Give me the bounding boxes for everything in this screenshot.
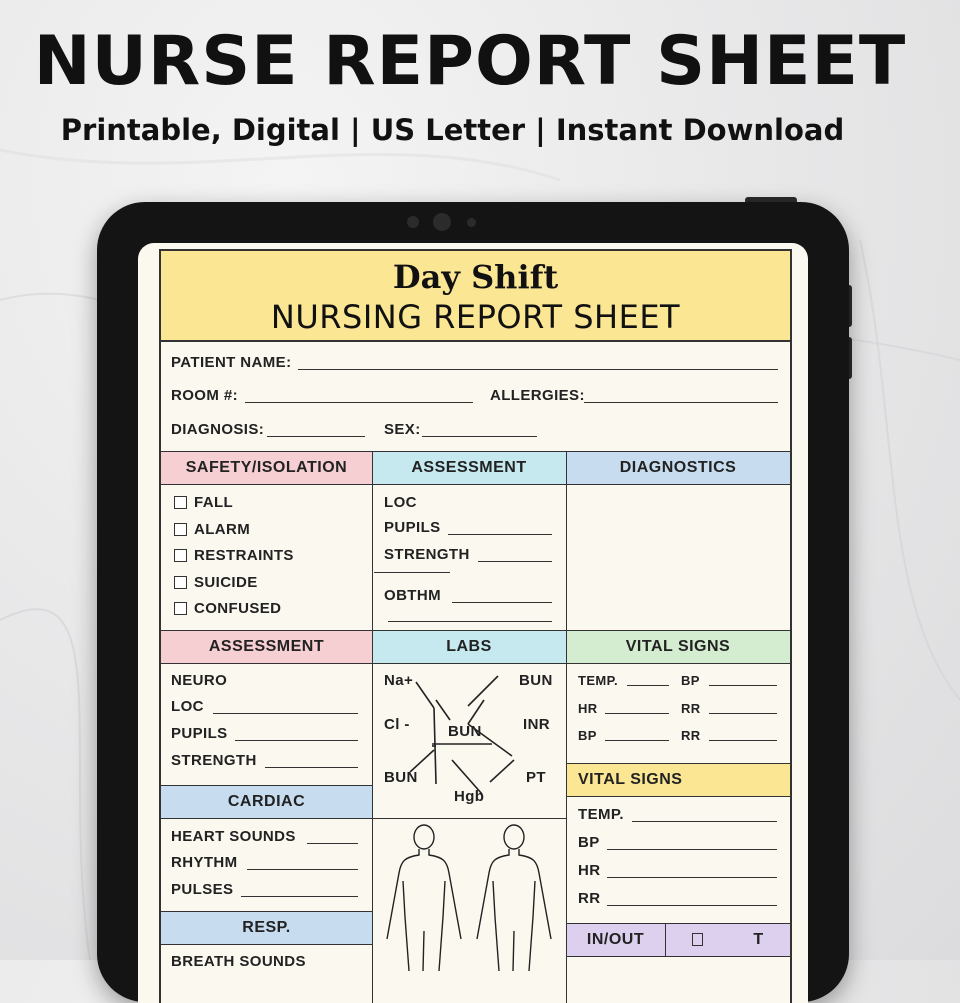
strength-line[interactable]: [265, 767, 358, 768]
vital-signs-header: VITAL SIGNS: [566, 630, 790, 664]
safety-item: FALL: [194, 494, 234, 511]
labs-fishbone-diagram: [372, 664, 566, 814]
assessment-top-item: LOC: [384, 494, 417, 511]
lab-bun-mid: BUN: [448, 723, 482, 740]
checkbox-icon[interactable]: [174, 496, 187, 509]
safety-item: ALARM: [194, 521, 251, 538]
assessment-item: LOC: [171, 698, 204, 715]
column-divider: [566, 630, 567, 1003]
cardiac-header: CARDIAC: [161, 785, 372, 819]
heart-sounds-line[interactable]: [307, 843, 358, 844]
vs2-bp-line[interactable]: [607, 849, 777, 850]
diagnostics-header: DIAGNOSTICS: [566, 451, 790, 485]
labs-header: LABS: [372, 630, 566, 664]
lab-bun-top: BUN: [519, 672, 553, 689]
resp-item: BREATH SOUNDS: [171, 953, 306, 970]
camera-icon: [433, 213, 451, 231]
vs2-rr-line[interactable]: [607, 905, 777, 906]
sheet-title-box: [161, 251, 790, 342]
patient-name-label: PATIENT NAME:: [171, 354, 292, 371]
room-label: ROOM #:: [171, 387, 238, 404]
strength-line[interactable]: [478, 561, 552, 562]
sheet-title-main: NURSING REPORT SHEET: [270, 298, 681, 336]
safety-item: CONFUSED: [194, 600, 282, 617]
obthm-line[interactable]: [452, 602, 552, 603]
vs1-hr-label: HR: [578, 701, 598, 716]
vs1-hr-line[interactable]: [605, 713, 669, 714]
inout-col2-header: [666, 923, 790, 957]
sheet-title-script: Day Shift: [392, 258, 559, 296]
assessment-header: ASSESSMENT: [161, 630, 372, 664]
sex-line[interactable]: [422, 436, 537, 437]
column-divider: [372, 451, 373, 631]
vital-signs-2-header: VITAL SIGNS: [566, 763, 790, 797]
resp-header: RESP.: [161, 911, 372, 945]
vs2-item: RR: [578, 890, 601, 907]
vs1-rr2-label: RR: [681, 728, 701, 743]
pupils-line[interactable]: [235, 740, 358, 741]
rhythm-line[interactable]: [247, 869, 358, 870]
camera-icon: [407, 216, 419, 228]
vs2-item: TEMP.: [578, 806, 624, 823]
labs-body-divider: [372, 818, 566, 819]
assessment-top-header: ASSESSMENT: [372, 451, 566, 485]
vs1-temp-label: TEMP.: [578, 673, 619, 688]
inout-header: IN/OUT: [566, 923, 666, 957]
cardiac-item: RHYTHM: [171, 854, 238, 871]
vs2-temp-line[interactable]: [632, 821, 777, 822]
waste-bin-icon: [692, 933, 703, 946]
checkbox-icon[interactable]: [174, 549, 187, 562]
diagnosis-line[interactable]: [267, 436, 365, 437]
lab-na: Na+: [384, 672, 414, 689]
inout-col2-label: T: [753, 931, 764, 948]
pupils-line[interactable]: [448, 534, 552, 535]
assessment-top-item: OBTHM: [384, 587, 441, 604]
vs1-bp2-label: BP: [578, 728, 597, 743]
report-sheet: [159, 249, 792, 1003]
allergies-line[interactable]: [584, 402, 778, 403]
lab-cl: Cl -: [384, 716, 410, 733]
assessment-top-item: PUPILS: [384, 519, 441, 536]
assessment-top-item: STRENGTH: [384, 546, 470, 563]
allergies-label: ALLERGIES:: [490, 387, 585, 404]
vs1-rr-line[interactable]: [709, 713, 777, 714]
vs1-temp-line[interactable]: [627, 685, 669, 686]
column-divider: [372, 630, 373, 1003]
safety-item: SUICIDE: [194, 574, 258, 591]
sex-label: SEX:: [384, 421, 421, 438]
lab-bun-bottom: BUN: [384, 769, 418, 786]
tablet-frame: [97, 202, 849, 1002]
column-divider: [566, 451, 567, 631]
vs1-bp2-line[interactable]: [605, 740, 669, 741]
safety-header: SAFETY/ISOLATION: [161, 451, 372, 485]
vs1-bp-label: BP: [681, 673, 700, 688]
assessment-item: PUPILS: [171, 725, 228, 742]
lab-hgb: Hgb: [454, 788, 485, 805]
checkbox-icon[interactable]: [174, 602, 187, 615]
assessment-divider-line: [374, 572, 450, 573]
page-subheadline: Printable, Digital | US Letter | Instant Download: [60, 113, 845, 147]
obthm-extra-line[interactable]: [388, 621, 552, 622]
assessment-item: STRENGTH: [171, 752, 257, 769]
cardiac-item: HEART SOUNDS: [171, 828, 296, 845]
diagnosis-label: DIAGNOSIS:: [171, 421, 265, 438]
row-divider: [566, 763, 790, 764]
page-headline: NURSE REPORT SHEET: [33, 22, 907, 101]
tablet-screen: [138, 243, 808, 1003]
assessment-item: NEURO: [171, 672, 228, 689]
vs2-hr-line[interactable]: [607, 877, 777, 878]
checkbox-icon[interactable]: [174, 576, 187, 589]
vs2-item: BP: [578, 834, 600, 851]
pulses-line[interactable]: [241, 896, 358, 897]
vs1-rr2-line[interactable]: [709, 740, 777, 741]
loc-line[interactable]: [213, 713, 358, 714]
body-outline-front-icon: [379, 821, 469, 971]
vs1-bp-line[interactable]: [709, 685, 777, 686]
camera-icon: [467, 218, 476, 227]
lab-inr: INR: [523, 716, 551, 733]
lab-pt: PT: [526, 769, 546, 786]
safety-item: RESTRAINTS: [194, 547, 294, 564]
body-outline-back-icon: [469, 821, 559, 971]
patient-name-line[interactable]: [298, 369, 778, 370]
cardiac-item: PULSES: [171, 881, 234, 898]
vs2-item: HR: [578, 862, 601, 879]
room-line[interactable]: [245, 402, 473, 403]
vs1-rr-label: RR: [681, 701, 701, 716]
checkbox-icon[interactable]: [174, 523, 187, 536]
